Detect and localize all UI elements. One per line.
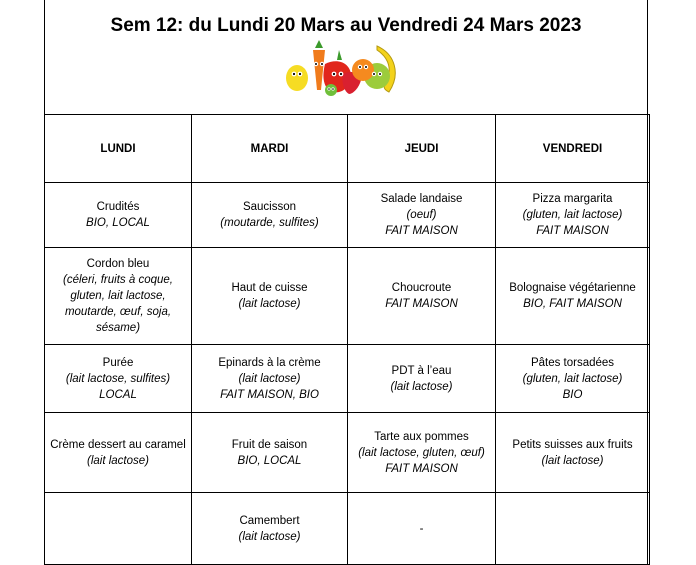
dish-name: Bolognaise végétarienne [509, 282, 636, 294]
menu-cell [348, 183, 496, 248]
dish-name: Crudités [96, 201, 140, 213]
dish-note: (lait lactose, sulfites) LOCAL [65, 372, 171, 401]
dish-name: Haut de cuisse [231, 282, 308, 294]
dish-name: Salade landaise [380, 193, 463, 205]
menu-cell [496, 413, 650, 493]
menu-cell [192, 248, 348, 345]
day-header-jeudi: JEUDI [348, 115, 496, 183]
menu-cell [496, 345, 650, 413]
dish-note: BIO, FAIT MAISON [523, 298, 622, 310]
table-header-row [45, 115, 650, 183]
menu-cell [348, 413, 496, 493]
dish-note: (lait lactose) [87, 454, 149, 467]
dish-name: Tarte aux pommes [374, 430, 469, 443]
dish-name: Pizza margarita [532, 193, 613, 205]
dish-note: (gluten, lait lactose) BIO [522, 372, 623, 401]
dish-name: Purée [102, 356, 134, 369]
dish-name: Petits suisses aux fruits [512, 438, 633, 451]
dish-name: PDT à l’eau [391, 364, 452, 377]
fruit-vegetable-characters-icon [285, 40, 409, 98]
day-header-lundi: LUNDI [45, 115, 192, 183]
dish-note: (céleri, fruits à coque, gluten, lait lactose, moutarde, œuf, soja, sésame) [63, 274, 173, 334]
dish-note: FAIT MAISON [385, 298, 458, 310]
table-row [45, 183, 650, 248]
menu-cell [496, 183, 650, 248]
dish-note: (gluten, lait lactose) FAIT MAISON [522, 209, 623, 237]
dish-note: (lait lactose) [541, 454, 604, 467]
dish-note: (oeuf) FAIT MAISON [385, 209, 458, 237]
dish-note: BIO, LOCAL [86, 217, 150, 229]
menu-sheet [44, 0, 648, 564]
table-row [45, 345, 650, 413]
menu-cell [45, 248, 192, 345]
menu-cell [348, 248, 496, 345]
menu-cell [348, 493, 496, 565]
dish-note: (lait lactose) [390, 380, 453, 393]
menu-cell [45, 413, 192, 493]
dish-note: BIO, LOCAL [237, 454, 302, 467]
dish-note: (lait lactose, gluten, œuf) FAIT MAISON [358, 446, 485, 475]
dish-name: Cordon bleu [86, 258, 150, 270]
dish-name: Choucroute [391, 282, 452, 294]
dish-note: (lait lactose) FAIT MAISON, BIO [220, 372, 319, 401]
page-title: Sem 12: du Lundi 20 Mars au Vendredi 24 Mars 2023 [110, 15, 582, 36]
menu-cell [45, 345, 192, 413]
menu-header [45, 0, 647, 115]
dish-name: Camembert [239, 514, 300, 527]
dish-note: (moutarde, sulfites) [220, 217, 319, 229]
day-header-vendredi: VENDREDI [496, 115, 650, 183]
dish-name: Crème dessert au caramel [50, 438, 186, 451]
menu-cell [45, 183, 192, 248]
dish-name: Epinards à la crème [218, 356, 321, 369]
dish-name: - [419, 522, 424, 535]
menu-cell [45, 493, 192, 565]
table-row [45, 248, 650, 345]
day-header-mardi: MARDI [192, 115, 348, 183]
menu-cell [496, 493, 650, 565]
menu-cell [192, 345, 348, 413]
table-row [45, 413, 650, 493]
dish-note: (lait lactose) [238, 298, 301, 310]
menu-cell [348, 345, 496, 413]
dish-name: Pâtes torsadées [530, 356, 615, 369]
menu-cell [496, 248, 650, 345]
dish-name: Fruit de saison [231, 438, 308, 451]
menu-cell [192, 493, 348, 565]
table-row [45, 493, 650, 565]
dish-name: Saucisson [242, 201, 297, 213]
dish-note: (lait lactose) [238, 530, 301, 543]
menu-cell [192, 413, 348, 493]
menu-table [44, 114, 650, 565]
menu-cell [192, 183, 348, 248]
